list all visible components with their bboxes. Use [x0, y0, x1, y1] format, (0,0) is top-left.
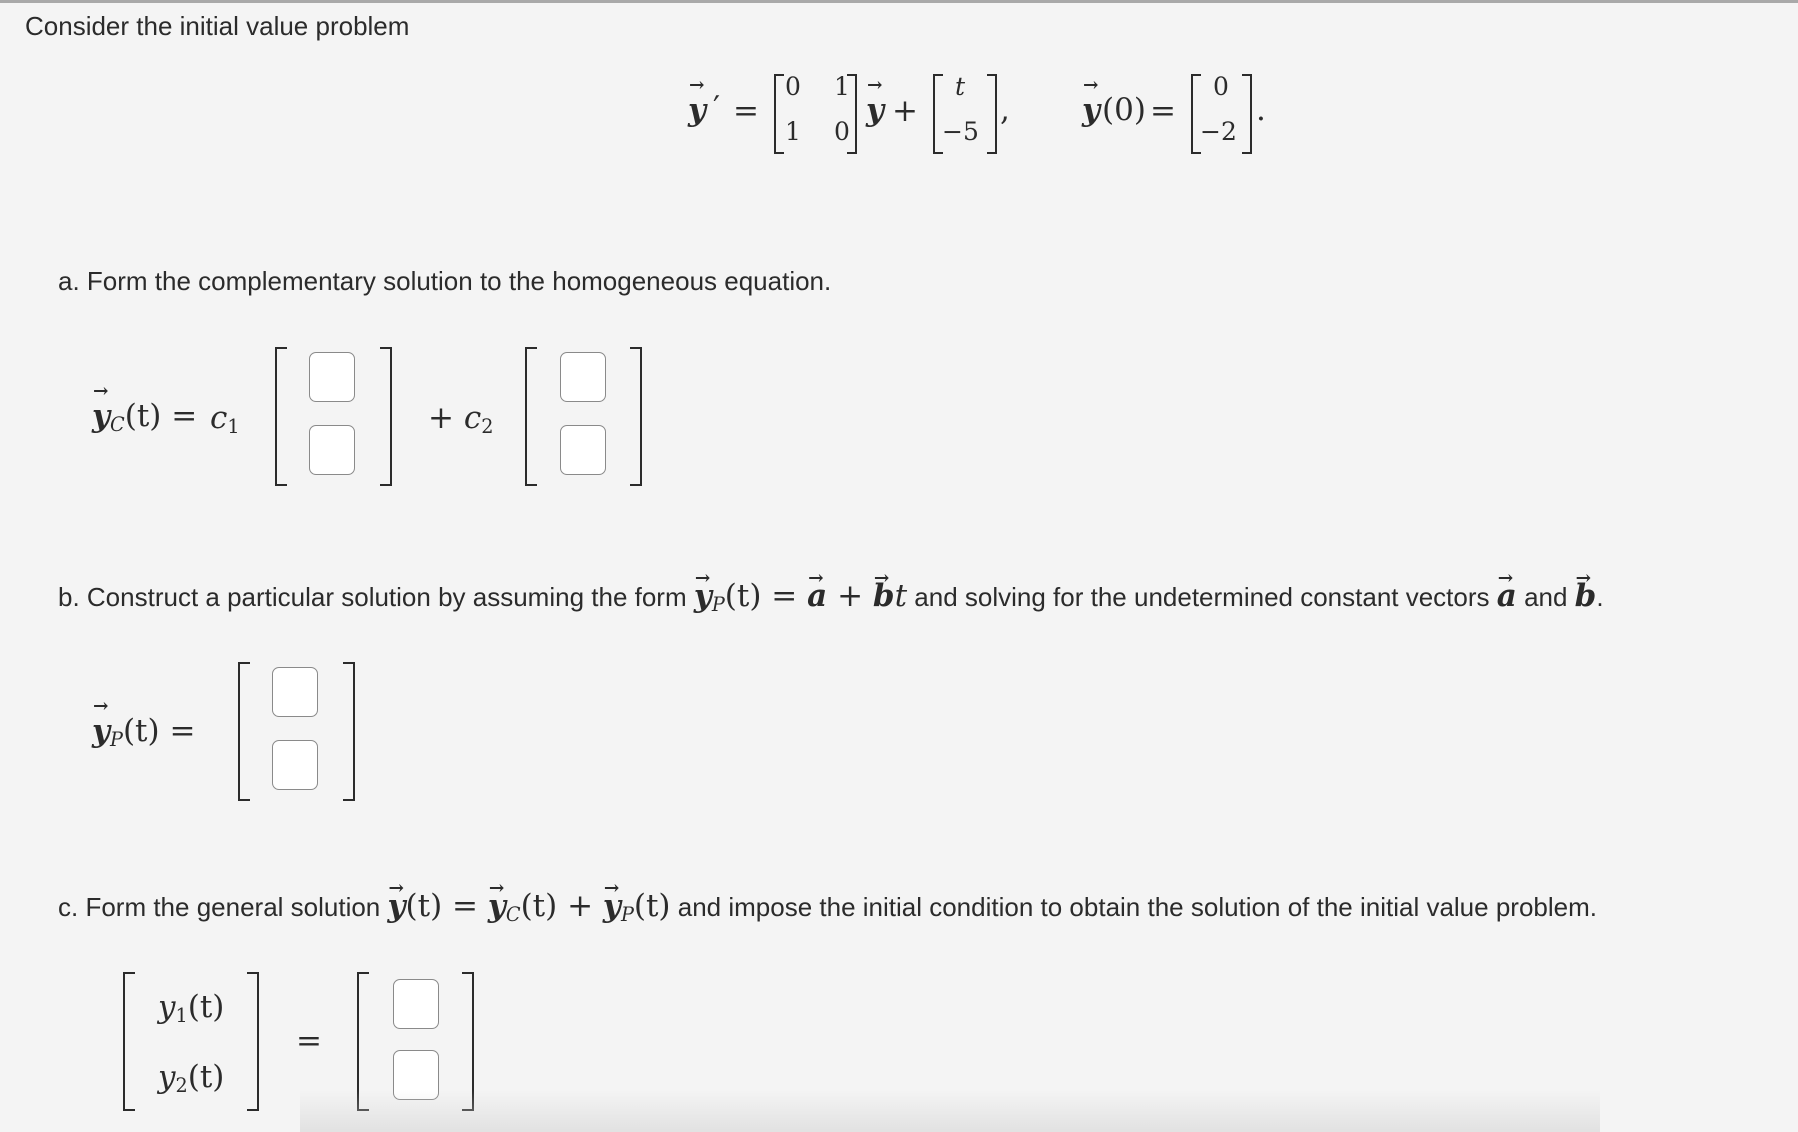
yp-bottom-input[interactable]	[272, 740, 318, 790]
yp-lhs: → $y_P(t)$ =	[92, 713, 195, 751]
ivp-solution-top-input[interactable]	[393, 979, 439, 1029]
ic-lhs-y: → y	[1082, 92, 1100, 128]
part-a-label: a. Form the complementary solution to the homogeneous equation.	[58, 266, 832, 296]
yc1-right-bracket	[380, 347, 392, 486]
ic-right-bracket	[1242, 74, 1252, 154]
yp-form-expression: → $y_P(t)$ = → a + → bt	[694, 578, 907, 614]
matrix-cell-22: 0	[834, 117, 850, 146]
yc1-left-bracket	[275, 347, 287, 486]
ivp-comma: ,	[1000, 92, 1010, 128]
matrix-cell-11: 0	[785, 72, 801, 101]
matrix-cell-21: 1	[785, 117, 801, 146]
yc2-bottom-input[interactable]	[560, 425, 606, 475]
ic-arg: (0)	[1102, 92, 1146, 128]
ivp-plus: +	[892, 93, 918, 129]
matrix-cell-12: 1	[834, 72, 850, 101]
forcing-right-bracket	[987, 74, 997, 154]
yc-lhs: → $y_C(t)$ =	[92, 398, 197, 436]
c1-coefficient: $c_1$	[210, 400, 240, 438]
part-c-label: c. Form the general solution → y(t) = → $y_C(t)$ + → $y_P(t)$ and impose the initial condition to obtain the solution of the initial value problem.	[58, 890, 1597, 931]
ivp-equals: =	[733, 93, 759, 129]
ivp-prime: ′	[713, 90, 721, 126]
yp-right-bracket	[343, 662, 355, 801]
ivp-lhs-y: → y	[688, 92, 706, 128]
ic-top: 0	[1213, 72, 1229, 101]
matrix-right-bracket	[847, 74, 857, 154]
general-solution-expression: → y(t) = → $y_C(t)$ + → $y_P(t)$	[388, 888, 671, 924]
yp-top-input[interactable]	[272, 667, 318, 717]
yc2-top-input[interactable]	[560, 352, 606, 402]
yc2-left-bracket	[525, 347, 537, 486]
part-b-label: b. Construct a particular solution by assuming the form → $y_P(t)$ = → a + → bt and solving for the undetermined constant vectors → a and → b.	[58, 580, 1604, 621]
matrix-left-bracket	[774, 74, 784, 154]
yc1-bottom-input[interactable]	[309, 425, 355, 475]
bottom-shadow	[300, 1090, 1600, 1132]
ic-bottom: −2	[1200, 117, 1237, 146]
yc2-right-bracket	[630, 347, 642, 486]
solution-left-bracket	[123, 972, 135, 1111]
y2-label: $y_2(t)$	[158, 1059, 225, 1097]
solution-right-bracket	[247, 972, 259, 1111]
ic-equals: =	[1150, 93, 1176, 129]
y1-label: $y_1(t)$	[158, 989, 225, 1027]
forcing-bottom: −5	[942, 117, 979, 146]
ic-period: .	[1256, 92, 1266, 128]
yp-left-bracket	[238, 662, 250, 801]
solution-equals: =	[296, 1023, 322, 1059]
yc1-top-input[interactable]	[309, 352, 355, 402]
c2-coefficient: + $c_2$	[428, 400, 494, 438]
forcing-top: t	[955, 72, 966, 101]
top-divider	[0, 0, 1798, 3]
prompt-text: Consider the initial value problem	[25, 11, 410, 41]
ivp-y-vector: → y	[866, 92, 884, 128]
